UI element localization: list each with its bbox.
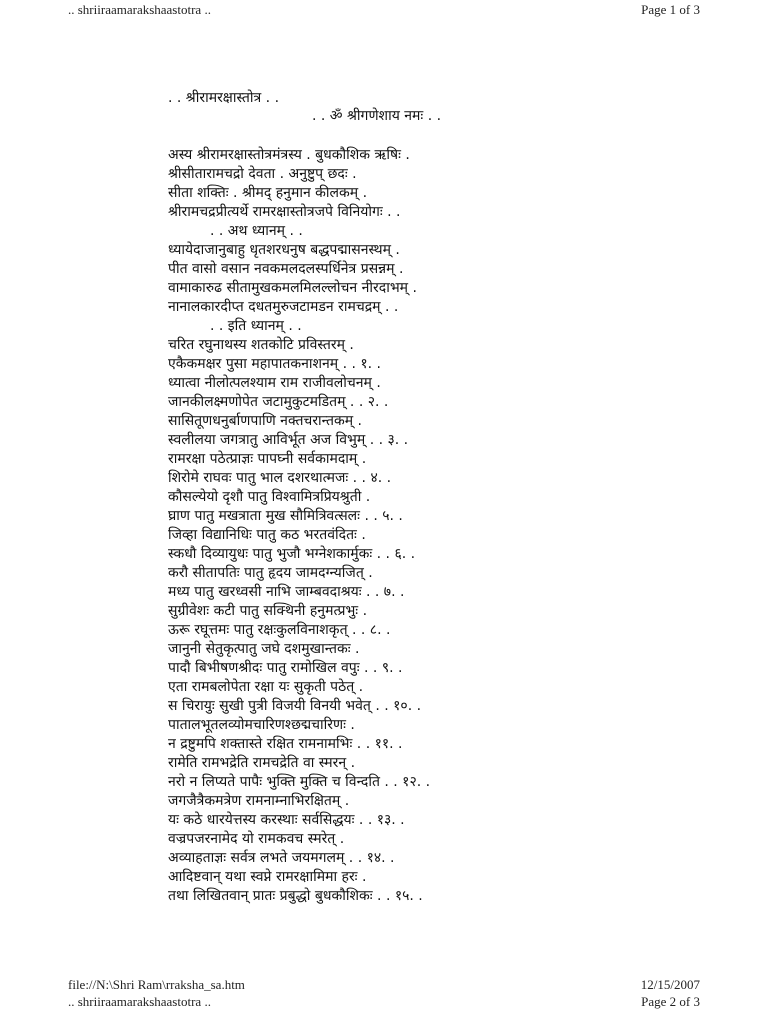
verse-line: सुग्रीवेशः कटी पातु सक्थिनी हनुमत्प्रभुः . (168, 603, 368, 619)
verse-line: सीता शक्तिः . श्रीमद् हनुमान कीलकम् . (168, 185, 368, 201)
verse-line: ध्यात्वा नीलोत्पलश्याम राम राजीवलोचनम् . (168, 375, 381, 391)
verse-line: रामेति रामभद्रेति रामचद्रेति वा स्मरन् . (168, 755, 356, 771)
verse-line: श्रीरामचद्रप्रीत्यर्थे रामरक्षास्तोत्रजपे विनियोगः . . (168, 204, 401, 220)
footer-date: 12/15/2007 (640, 977, 700, 992)
verse-line: अव्याहताज्ञः सर्वत्र लभते जयमगलम् . . १४. . (168, 850, 395, 866)
dhyanam-start-heading: . . अथ ध्यानम् . . (210, 223, 303, 239)
verse-line: पीत वासो वसान नवकमलदलस्पर्धिनेत्र प्रसन्नम् . (168, 261, 404, 277)
next-page-header-title: .. shriiraamarakshaastotra .. (68, 994, 211, 1009)
verse-line: मध्य पातु खरध्वसी नाभि जाम्बवदाश्रयः . . ७. . (168, 584, 405, 600)
verse-line: शिरोमे राघवः पातु भाल दशरथात्मजः . . ४. . (168, 470, 392, 486)
verse-line: श्रीसीतारामचद्रो देवता . अनुष्टुप् छदः . (168, 166, 357, 182)
verse-line: पातालभूतलव्योमचारिणश्छद्मचारिणः . (168, 717, 355, 733)
verse-line: जगजैत्रैकमत्रेण रामनाम्नाभिरक्षितम् . (168, 793, 350, 809)
page-header-number: Page 1 of 3 (641, 2, 700, 17)
verse-line: जिव्हा विद्यानिधिः पातु कठ भरतवंदितः . (168, 527, 366, 543)
verse-line: ऊरू रघूत्तमः पातु रक्षःकुलविनाशकृत् . . ८. . (168, 622, 391, 638)
verse-line: स्वलीलया जगत्रातु आविर्भूत अज विभुम् . . ३. . (168, 432, 409, 448)
verse-line: न द्रष्टुमपि शक्तास्ते रक्षित रामनामभिः . . ११. . (168, 736, 403, 752)
verse-line: जानुनी सेतुकृत्पातु जघे दशमुखान्तकः . (168, 641, 360, 657)
verse-line: यः कठे धारयेत्तस्य करस्थाः सर्वसिद्धयः . . १३. . (168, 812, 405, 828)
verse-line: एता रामबलोपेता रक्षा यः सुकृती पठेत् . (168, 679, 364, 695)
verse-line: तथा लिखितवान् प्रातः प्रबुद्धो बुधकौशिकः . . १५. . (168, 888, 423, 904)
verse-line: वामाकारुढ सीतामुखकमलमिलल्लोचन नीरदाभम् . (168, 280, 417, 296)
verse-line: करौ सीतापतिः पातु हृदय जामदग्न्यजित् . (168, 565, 373, 581)
stotra-invocation: . . ॐ श्रीगणेशाय नमः . . (312, 108, 442, 124)
verse-line: एकैकमक्षर पुसा महापातकनाशनम् . . १. . (168, 356, 382, 372)
verse-line: वज्रपजरनामेद यो रामकवच स्मरेत् . (168, 831, 345, 847)
next-page-header-number: Page 2 of 3 (641, 994, 700, 1009)
verse-line: सासितूणधनुर्बाणपाणि नक्तचरान्तकम् . (168, 413, 362, 429)
verse-line: ध्यायेदाजानुबाहु धृतशरधनुष बद्धपद्मासनस्थम् . (168, 242, 400, 258)
verse-line: घ्राण पातु मखत्राता मुख सौमित्रिवत्सलः . . ५. . (168, 508, 403, 524)
footer-file-path: file://N:\Shri Ram\rraksha_sa.htm (68, 977, 245, 992)
verse-line: जानकीलक्ष्मणोपेत जटामुकुटमडितम् . . २. . (168, 394, 389, 410)
verse-line: रामरक्षा पठेत्प्राज्ञः पापघ्नी सर्वकामदाम् . (168, 451, 367, 467)
verse-line: आदिष्टवान् यथा स्वप्ने रामरक्षामिमा हरः . (168, 869, 367, 885)
verse-line: कौसल्येयो दृशौ पातु विश्वामित्रप्रियश्रुती . (168, 489, 371, 505)
verse-line: स चिरायुः सुखी पुत्री विजयी विनयी भवेत् . . १०. . (168, 698, 422, 714)
page-header-title: .. shriiraamarakshaastotra .. (68, 2, 211, 17)
verse-line: पादौ बिभीषणश्रीदः पातु रामोखिल वपुः . . ९. . (168, 660, 403, 676)
verse-line: स्कधौ दिव्यायुधः पातु भुजौ भग्नेशकार्मुकः . . ६. . (168, 546, 416, 562)
verse-line: चरित रघुनाथस्य शतकोटि प्रविस्तरम् . (168, 337, 354, 353)
stotra-title: . . श्रीरामरक्षास्तोत्र . . (168, 90, 280, 106)
verse-line: नरो न लिप्यते पापैः भुक्ति मुक्ति च विन्दति . . १२. . (168, 774, 431, 790)
dhyanam-end-heading: . . इति ध्यानम् . . (210, 318, 302, 334)
verse-line: अस्य श्रीरामरक्षास्तोत्रमंत्रस्य . बुधकौशिक ऋषिः . (168, 147, 410, 163)
verse-line: नानालकारदीप्त दधतमुरुजटामडन रामचद्रम् . . (168, 299, 399, 315)
